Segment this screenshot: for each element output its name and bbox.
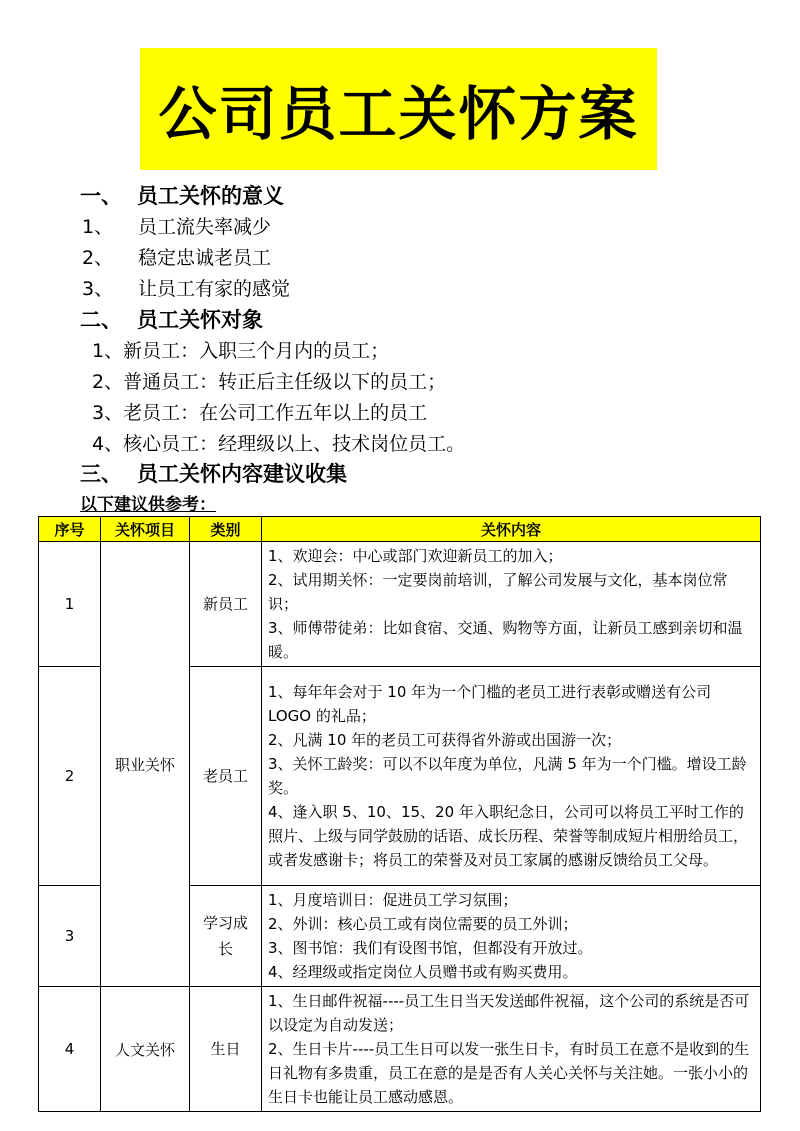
target-item-1: 1、新员工：入职三个月内的员工； xyxy=(92,340,390,362)
section-title: 员工关怀对象 xyxy=(137,308,263,332)
header-category: 关怀项目 xyxy=(101,517,190,542)
row-content xyxy=(262,886,761,987)
row-content xyxy=(262,542,761,667)
target-item-3: 3、老员工：在公司工作五年以上的员工 xyxy=(92,402,428,424)
content-line: 4、经理级或指定岗位人员赠书或有购买费用。 xyxy=(268,963,578,981)
content-line: 4、逢入职 5、10、15、20 年入职纪念日，公司可以将员工平时工作的照片、上级与同学鼓励的话语、成长历程、荣誉等制成短片相册给员工，或者发感谢卡；将员工的荣誉及对员工家属的感谢反馈给员工父母。 xyxy=(268,803,749,869)
target-item-4: 4、核心员工：经理级以上、技术岗位员工。 xyxy=(92,433,466,455)
item-text: 让员工有家的感觉 xyxy=(138,278,291,300)
meaning-item-1 xyxy=(82,212,271,239)
content-line: 1、每年年会对于 10 年为一个门槛的老员工进行表彰或赠送有公司 LOGO 的礼品； xyxy=(268,683,712,725)
row-type: 老员工 xyxy=(190,667,262,886)
meaning-item-2 xyxy=(82,243,271,270)
header-content: 关怀内容 xyxy=(262,517,761,542)
content-line: 2、生日卡片----员工生日可以发一张生日卡，有时员工在意不是收到的生日礼物有多贵重，员工在意的是是否有人关心关怀与关注她。一张小小的生日卡也能让员工感动感恩。 xyxy=(268,1040,750,1106)
suggestion-label: 以下建议供参考： xyxy=(80,495,216,515)
care-table xyxy=(38,516,761,1112)
section-heading-3 xyxy=(80,458,347,488)
row-no: 2 xyxy=(39,667,101,886)
item-text: 员工流失率减少 xyxy=(138,216,272,238)
section-number: 一、 xyxy=(80,184,122,208)
section-heading-2 xyxy=(80,304,263,334)
row-type: 新员工 xyxy=(190,542,262,667)
section-number: 二、 xyxy=(80,308,122,332)
content-line: 1、月度培训日：促进员工学习氛围； xyxy=(268,891,518,909)
section-heading-1 xyxy=(80,180,284,210)
header-no: 序号 xyxy=(39,517,101,542)
row-type: 学习成长 xyxy=(190,886,262,987)
section-title: 员工关怀内容建议收集 xyxy=(137,462,347,486)
content-line: 3、关怀工龄奖：可以不以年度为单位，凡满 5 年为一个门槛。增设工龄奖。 xyxy=(268,755,747,797)
table-header-row xyxy=(39,517,761,542)
header-type: 类别 xyxy=(190,517,262,542)
table-row xyxy=(39,542,761,667)
content-line: 2、外训：核心员工或有岗位需要的员工外训； xyxy=(268,915,578,933)
row-category: 人文关怀 xyxy=(101,987,190,1112)
content-line: 3、图书馆：我们有设图书馆，但都没有开放过。 xyxy=(268,939,593,957)
content-line: 1、生日邮件祝福----员工生日当天发送邮件祝福，这个公司的系统是否可以设定为自动发送； xyxy=(268,992,750,1034)
item-text: 稳定忠诚老员工 xyxy=(138,247,272,269)
row-no: 4 xyxy=(39,987,101,1112)
row-no: 1 xyxy=(39,542,101,667)
target-item-2: 2、普通员工：转正后主任级以下的员工； xyxy=(92,371,447,393)
item-number: 2、 xyxy=(82,247,114,269)
section-number: 三、 xyxy=(80,462,122,486)
row-type: 生日 xyxy=(190,987,262,1112)
row-content xyxy=(262,987,761,1112)
item-number: 3、 xyxy=(82,278,114,300)
title-banner xyxy=(140,48,657,170)
item-number: 1、 xyxy=(82,216,114,238)
content-line: 1、欢迎会：中心或部门欢迎新员工的加入； xyxy=(268,547,563,565)
content-line: 2、凡满 10 年的老员工可获得省外游或出国游一次； xyxy=(268,731,622,749)
section-title: 员工关怀的意义 xyxy=(137,184,284,208)
content-line: 3、师傅带徒弟：比如食宿、交通、购物等方面，让新员工感到亲切和温暖。 xyxy=(268,619,743,661)
row-category: 职业关怀 xyxy=(101,542,190,987)
row-no: 3 xyxy=(39,886,101,987)
meaning-item-3 xyxy=(82,274,290,301)
table-row xyxy=(39,987,761,1112)
content-line: 2、试用期关怀：一定要岗前培训，了解公司发展与文化，基本岗位常识； xyxy=(268,571,728,613)
row-content xyxy=(262,667,761,886)
page-title: 公司员工关怀方案 xyxy=(158,80,639,148)
